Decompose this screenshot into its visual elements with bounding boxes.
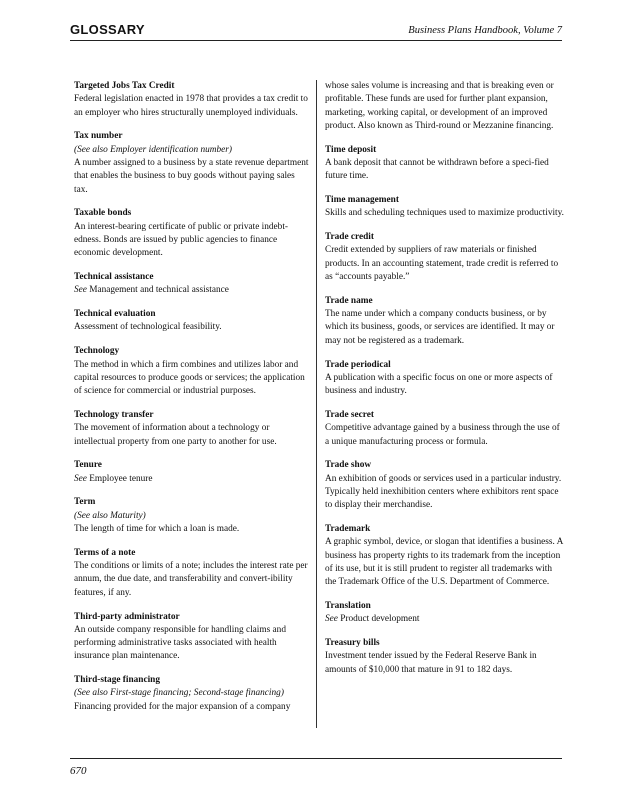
glossary-term: Trade periodical bbox=[325, 359, 391, 370]
glossary-entry bbox=[325, 295, 565, 348]
see-target: Product development bbox=[340, 614, 420, 625]
glossary-definition: Financing provided for the major expansion of a company bbox=[74, 701, 291, 712]
glossary-term: Technical evaluation bbox=[74, 309, 156, 320]
glossary-term: Terms of a note bbox=[74, 547, 136, 558]
glossary-entry bbox=[325, 523, 565, 589]
glossary-definition: An interest-bearing certificate of public or private indebt-edness. Bonds are issued by public agencies to finance economic development. bbox=[74, 221, 288, 259]
glossary-definition: The name under which a company conducts business, or by which its business, goods, or services are identified. It may or may not be registered as a trademark. bbox=[325, 309, 555, 346]
glossary-entry bbox=[74, 611, 309, 664]
glossary-term: Time deposit bbox=[325, 144, 377, 155]
glossary-definition: The method in which a firm combines and utilizes labor and capital resources to produce goods or services; the application of science for commercial or industrial purposes. bbox=[74, 359, 305, 397]
glossary-definition: An exhibition of goods or services used in a particular industry. Typically held inexhibition centers where exhibitors rent space to display their merchandise. bbox=[325, 473, 562, 511]
glossary-term: Trade secret bbox=[325, 409, 374, 420]
glossary-term: Trade credit bbox=[325, 232, 374, 243]
see-label: See bbox=[325, 614, 338, 625]
glossary-entry bbox=[325, 231, 565, 284]
see-also-reference: (See also Maturity) bbox=[74, 510, 146, 521]
glossary-entry bbox=[325, 637, 565, 677]
glossary-entry bbox=[325, 459, 565, 512]
glossary-term: Treasury bills bbox=[325, 638, 380, 649]
glossary-entry bbox=[74, 496, 309, 536]
book-title: Business Plans Handbook, Volume 7 bbox=[408, 25, 562, 36]
glossary-term: Technical assistance bbox=[74, 272, 154, 283]
glossary-entry bbox=[74, 547, 309, 600]
glossary-column-right bbox=[325, 80, 565, 687]
glossary-term: Trade show bbox=[325, 460, 372, 471]
glossary-entry bbox=[325, 144, 565, 184]
glossary-entry bbox=[325, 409, 565, 449]
glossary-term: Term bbox=[74, 497, 96, 508]
see-reference bbox=[74, 284, 309, 297]
glossary-term: Technology transfer bbox=[74, 409, 154, 420]
section-title: GLOSSARY bbox=[70, 22, 145, 37]
glossary-term: Third-party administrator bbox=[74, 611, 180, 622]
glossary-definition: The length of time for which a loan is made. bbox=[74, 524, 240, 535]
glossary-definition: A graphic symbol, device, or slogan that identifies a business. A business has property rights to its trademark from the inception of its use, but it is still prudent to register all trademarks with the Trademark Office of the U.S. Department of Commerce. bbox=[325, 537, 563, 588]
glossary-term: Taxable bonds bbox=[74, 208, 132, 219]
glossary-term: Targeted Jobs Tax Credit bbox=[74, 81, 175, 91]
glossary-definition: Federal legislation enacted in 1978 that provides a tax credit to an employer who hires structurally unemployed individuals. bbox=[74, 94, 308, 118]
see-reference bbox=[325, 613, 565, 626]
glossary-entry bbox=[74, 674, 309, 714]
glossary-definition: The conditions or limits of a note; includes the interest rate per annum, the due date, and transferability and convert-ibility features, if any. bbox=[74, 561, 308, 598]
glossary-entry bbox=[74, 459, 309, 486]
glossary-definition: Investment tender issued by the Federal Reserve Bank in amounts of $10,000 that mature in 91 to 182 days. bbox=[325, 651, 537, 675]
glossary-entry bbox=[325, 359, 565, 399]
header-rule bbox=[70, 40, 562, 41]
glossary-definition: A number assigned to a business by a state revenue department that enables the business to buy goods without paying sales tax. bbox=[74, 157, 309, 195]
glossary-definition: Skills and scheduling techniques used to maximize productivity. bbox=[325, 208, 565, 219]
glossary-entry bbox=[74, 130, 309, 196]
glossary-term: Trademark bbox=[325, 524, 371, 535]
glossary-entry bbox=[325, 600, 565, 627]
see-target: Management and technical assistance bbox=[89, 285, 229, 296]
glossary-definition: The movement of information about a technology or intellectual property from one party to another for use. bbox=[74, 423, 277, 447]
see-reference bbox=[74, 473, 309, 486]
footer-rule bbox=[70, 758, 562, 759]
glossary-definition: A publication with a specific focus on one or more aspects of business and industry. bbox=[325, 372, 553, 397]
glossary-term: Third-stage financing bbox=[74, 675, 161, 686]
glossary-entry bbox=[74, 345, 309, 398]
glossary-definition: Credit extended by suppliers of raw materials or finished products. In an accounting statement, trade credit is referred to as “accounts payable.” bbox=[325, 245, 559, 283]
glossary-term: Technology bbox=[74, 346, 120, 357]
see-label: See bbox=[74, 473, 87, 484]
see-also-reference: (See also Employer identification number) bbox=[74, 144, 233, 155]
glossary-entry bbox=[74, 308, 309, 335]
glossary-term: Tenure bbox=[74, 460, 102, 471]
glossary-term: Translation bbox=[325, 601, 371, 611]
glossary-definition: Competitive advantage gained by a business through the use of a unique manufacturing process or formula. bbox=[325, 423, 560, 447]
continued-definition: whose sales volume is increasing and that is breaking even or profitable. These funds are used for further plant expansion, marketing, working capital, or development of an improved product. Also known as Third-round or Mezzanine financing. bbox=[325, 81, 554, 131]
glossary-column-left bbox=[74, 80, 309, 725]
see-also-reference: (See also First-stage financing; Second-stage financing) bbox=[74, 688, 284, 699]
glossary-entry bbox=[74, 207, 309, 260]
glossary-definition: Assessment of technological feasibility. bbox=[74, 322, 222, 333]
glossary-definition: An outside company responsible for handling claims and performing administrative tasks associated with health insurance plan maintenance. bbox=[74, 624, 286, 662]
see-target: Employee tenure bbox=[89, 473, 153, 484]
glossary-term: Trade name bbox=[325, 295, 373, 306]
glossary-term: Time management bbox=[325, 195, 399, 206]
glossary-entry bbox=[325, 194, 565, 221]
glossary-term: Tax number bbox=[74, 131, 123, 142]
column-divider bbox=[316, 80, 317, 728]
glossary-definition: A bank deposit that cannot be withdrawn before a speci-fied future time. bbox=[325, 157, 549, 182]
glossary-entry bbox=[74, 80, 309, 120]
glossary-entry bbox=[74, 271, 309, 298]
see-label: See bbox=[74, 285, 87, 296]
page-number: 670 bbox=[70, 765, 87, 777]
glossary-entry bbox=[74, 409, 309, 449]
